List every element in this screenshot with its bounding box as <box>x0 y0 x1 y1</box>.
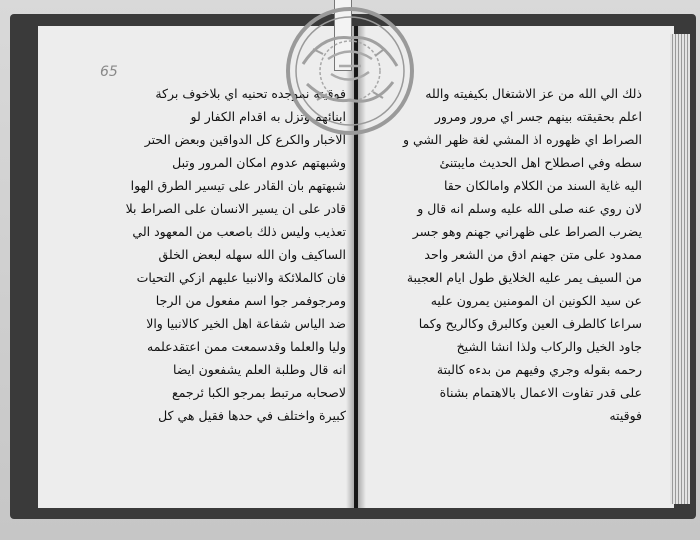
manuscript-line: ومرجوفمر جوا اسم مفعول من الرجا <box>155 293 346 308</box>
manuscript-line: فوقيته <box>609 408 642 423</box>
manuscript-line: فوقيته نموجده تحنيه اي بلاخوف بركة <box>155 86 346 101</box>
manuscript-line: لاصحابه مرتبط بمرجو الكبا ئرجمع <box>172 385 346 400</box>
manuscript-line: جاود الخيل والركاب ولذا انشا الشيخ <box>456 339 642 354</box>
manuscript-line: قادر على ان يسير الانسان على الصراط بلا <box>125 201 346 216</box>
manuscript-line: تعذيب وليس ذلك باصعب من المعهود الي <box>132 224 346 239</box>
manuscript-line: اعلم بحقيقته بينهم جسر اي مرور ومرور <box>434 109 642 124</box>
manuscript-line: اليه غاية السند من الكلام وامالكان حقا <box>443 178 642 193</box>
manuscript-line: ابنائهم وتزل به اقدام الكفار لو <box>190 109 346 124</box>
manuscript-line: يضرب الصراط على ظهراني جهنم وهو جسر <box>412 224 642 239</box>
manuscript-line: الصراط اي ظهوره اذ المشي لغة ظهر الشي و <box>402 132 642 147</box>
manuscript-line: ذلك الي الله من عز الاشتغال بكيفيته والله <box>425 86 642 101</box>
manuscript-line: لان روي عنه صلى الله عليه وسلم انه قال و <box>417 201 642 216</box>
manuscript-line: فان كالملائكة والانبيا عليهم ازكي التحيات <box>136 270 346 285</box>
manuscript-line: ممدود على متن جهنم ادق من الشعر واحد <box>424 247 642 262</box>
manuscript-line: من السيف يمر عليه الخلايق طول ايام العجيبة <box>406 270 642 285</box>
manuscript-line: الساكيف وان الله سهله لبعض الخلق <box>158 247 346 262</box>
manuscript-line: وشبهتهم عدوم امكان المرور وتبل <box>172 155 346 170</box>
manuscript-line: سطه وفي اصطلاح اهل الحديث مايبتنئ <box>439 155 642 170</box>
manuscript-line: رحمه بقوله وجري وفيهم من بدءه كالبتة <box>436 362 642 377</box>
manuscript-line: سراعا كالطرف العين وكالبرق وكالريح وكما <box>418 316 642 331</box>
manuscript-line: عن سيد الكونين ان المومنين يمرون عليه <box>430 293 642 308</box>
manuscript-line: ضد الياس شفاعة اهل الخير كالانبيا والا <box>146 316 346 331</box>
library-seal-stamp <box>283 4 417 138</box>
folio-number: 65 <box>100 64 118 80</box>
manuscript-line: كبيرة واختلف في حدها فقيل هي كل <box>158 408 346 423</box>
manuscript-line: على قدر تفاوت الاعمال بالاهتمام بشناة <box>439 385 642 400</box>
manuscript-line: شبهتهم بان القادر على تيسير الطرق الهوا <box>130 178 346 193</box>
manuscript-line: الاخبار والكرع كل الدواقين وبعض الحتر <box>144 132 346 147</box>
manuscript-line: انه قال وطلبة العلم يشفعون ايضا <box>173 362 346 377</box>
page-edges <box>670 34 690 504</box>
manuscript-line: وليا والعلما وقدسمعت ممن اعتقدعلمه <box>147 339 346 354</box>
